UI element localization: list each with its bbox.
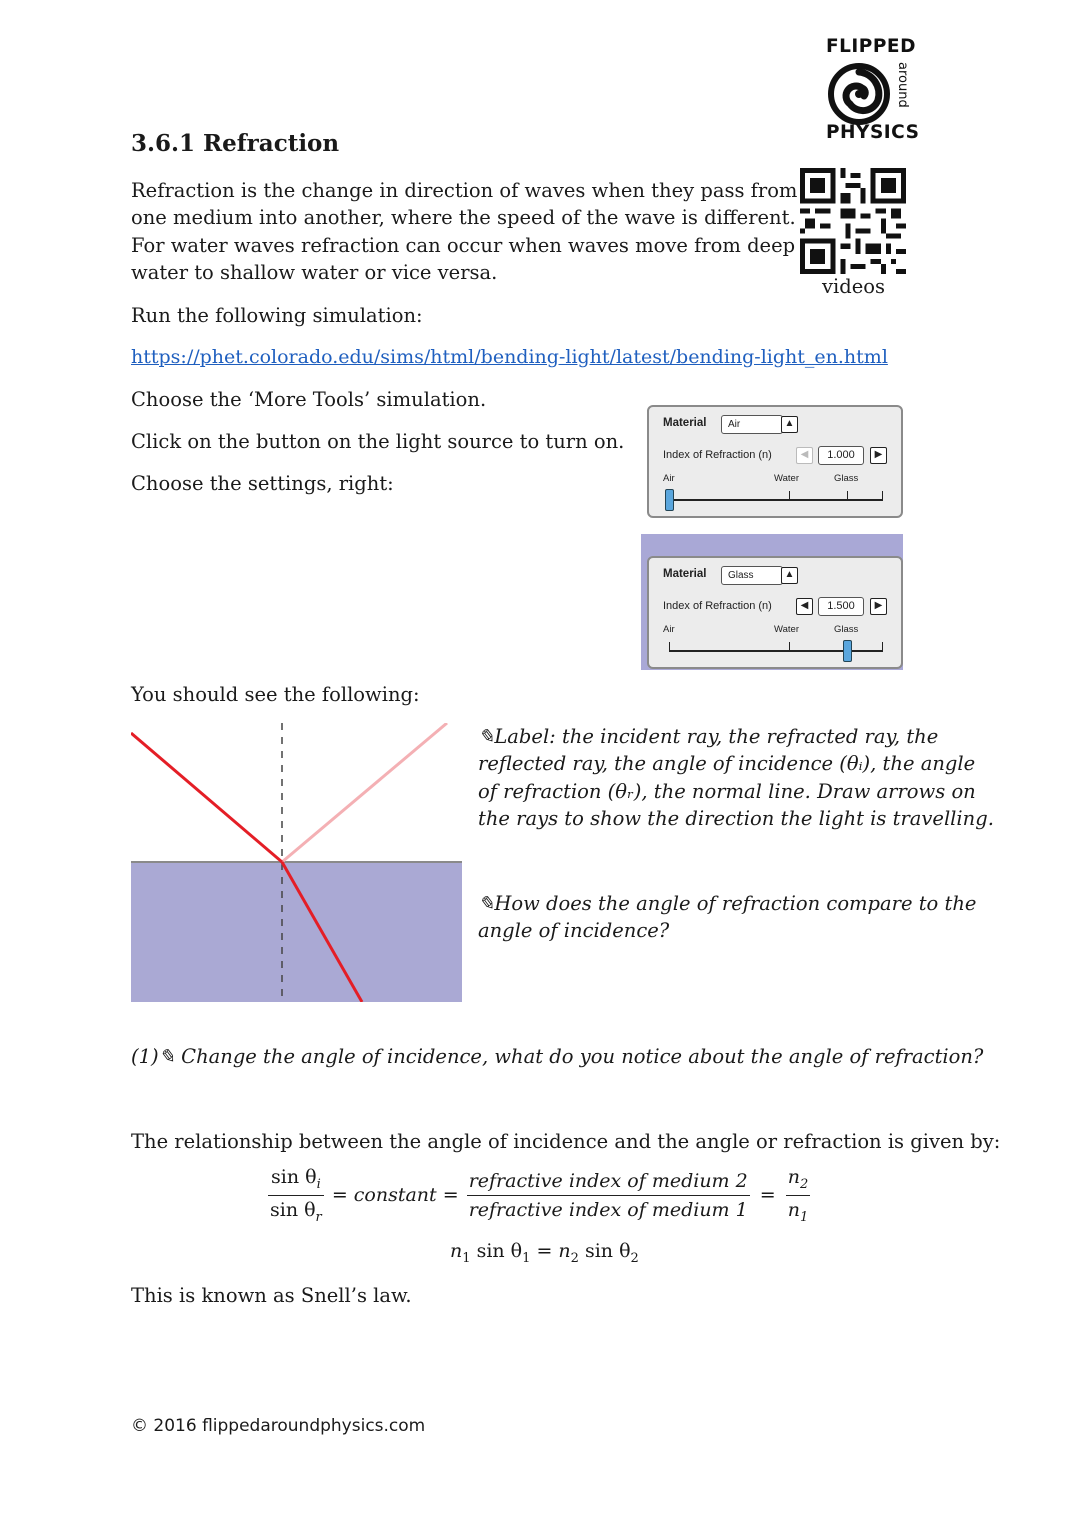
intro-line: For water waves refraction can occur when waves move from deep — [131, 234, 796, 257]
incident-ray — [131, 733, 282, 862]
step-more-tools: Choose the ‘More Tools’ simulation. — [131, 388, 487, 411]
material-select[interactable]: Glass — [721, 566, 783, 585]
decrease-index-icon[interactable]: ◀ — [796, 598, 813, 615]
index-label: Index of Refraction (n) — [663, 449, 772, 461]
step-turn-on: Click on the button on the light source to turn on. — [131, 430, 625, 453]
intro-line: water to shallow water or vice versa. — [131, 261, 498, 284]
pencil-icon: ✎ — [478, 725, 495, 748]
index-slider-track[interactable] — [669, 499, 883, 501]
relationship-text: The relationship between the angle of incidence and the angle or refraction is given by: — [131, 1130, 1001, 1153]
material-dropdown-arrow-icon[interactable]: ▲ — [781, 567, 798, 584]
refraction-diagram — [131, 723, 462, 1002]
label-task-line: of refraction (θᵣ), the normal line. Draw arrows on — [478, 780, 976, 803]
pencil-icon: ✎ — [478, 892, 495, 915]
swirl-logo-icon — [828, 60, 890, 128]
label-task-line: the rays to show the direction the light is travelling. — [478, 807, 994, 830]
index-slider-thumb[interactable] — [843, 640, 852, 662]
snell-equation: $n_1$ $\sin \theta_1 = n_2$ $\sin \theta_2$ — [450, 1240, 639, 1266]
increase-index-icon[interactable]: ▶ — [870, 598, 887, 615]
qr-caption: videos — [822, 275, 886, 298]
footer-copyright: © 2016 flippedaroundphysics.com — [131, 1416, 426, 1436]
index-label: Index of Refraction (n) — [663, 600, 772, 612]
material-panel-glass — [647, 556, 903, 669]
n-ratio: $\frac{n_2}{n_1}$ — [787, 1166, 809, 1225]
index-value[interactable]: 1.000 — [818, 446, 864, 465]
equals-constant: = constant = — [331, 1184, 459, 1207]
decrease-index-icon[interactable]: ◀ — [796, 447, 813, 464]
scale-label-air: Air — [663, 624, 675, 635]
intro-line: Refraction is the change in direction of waves when they pass from — [131, 179, 798, 202]
material-dropdown-arrow-icon[interactable]: ▲ — [781, 416, 798, 433]
material-panel-air — [647, 405, 903, 518]
logo — [818, 36, 928, 148]
scale-label-water: Water — [774, 473, 799, 484]
lower-medium — [131, 862, 462, 1002]
index-value[interactable]: 1.500 — [818, 597, 864, 616]
material-label: Material — [663, 568, 707, 580]
equals-sign: = — [759, 1184, 776, 1207]
refractive-index-ratio: $\frac{\text{refractive index of medium 2}}{\text{refractive index of medium 1}}$ — [468, 1169, 748, 1221]
logo-top-word: FLIPPED — [826, 36, 916, 57]
question-1: (1)✎ Change the angle of incidence, what do you notice about the angle of refraction? — [131, 1045, 984, 1068]
scale-label-glass: Glass — [834, 624, 859, 635]
material-label: Material — [663, 417, 707, 429]
label-task-line: Label: the incident ray, the refracted ray, the — [494, 725, 939, 748]
increase-index-icon[interactable]: ▶ — [870, 447, 887, 464]
step-settings: Choose the settings, right: — [131, 472, 394, 495]
qr-code-icon — [800, 168, 906, 274]
run-simulation-text: Run the following simulation: — [131, 304, 423, 327]
logo-bottom-word: PHYSICS — [826, 122, 920, 143]
index-slider-thumb[interactable] — [665, 489, 674, 511]
material-select[interactable]: Air — [721, 415, 783, 434]
page-title: 3.6.1 Refraction — [131, 130, 340, 157]
scale-label-air: Air — [663, 473, 675, 484]
scale-label-glass: Glass — [834, 473, 859, 484]
intro-line: one medium into another, where the speed of the wave is different. — [131, 206, 796, 229]
compare-task — [478, 890, 976, 918]
logo-side-word: around — [895, 62, 910, 108]
scale-label-water: Water — [774, 624, 799, 635]
compare-task-line: How does the angle of refraction compare to the — [494, 892, 977, 915]
simulation-link[interactable]: https://phet.colorado.edu/sims/html/bending-light/latest/bending-light_en.html — [131, 346, 888, 368]
compare-task-line: angle of incidence? — [478, 919, 670, 942]
refraction-equation — [268, 1166, 810, 1225]
see-following-text: You should see the following: — [131, 683, 420, 706]
reflected-ray — [282, 723, 447, 862]
label-task — [478, 723, 938, 751]
snell-law-text: This is known as Snell’s law. — [131, 1284, 412, 1307]
label-task-line: reflected ray, the angle of incidence (θᵢ), the angle — [478, 752, 976, 775]
sine-ratio: $\frac{\sin \theta_i}{\sin \theta_r}$ — [270, 1166, 322, 1225]
